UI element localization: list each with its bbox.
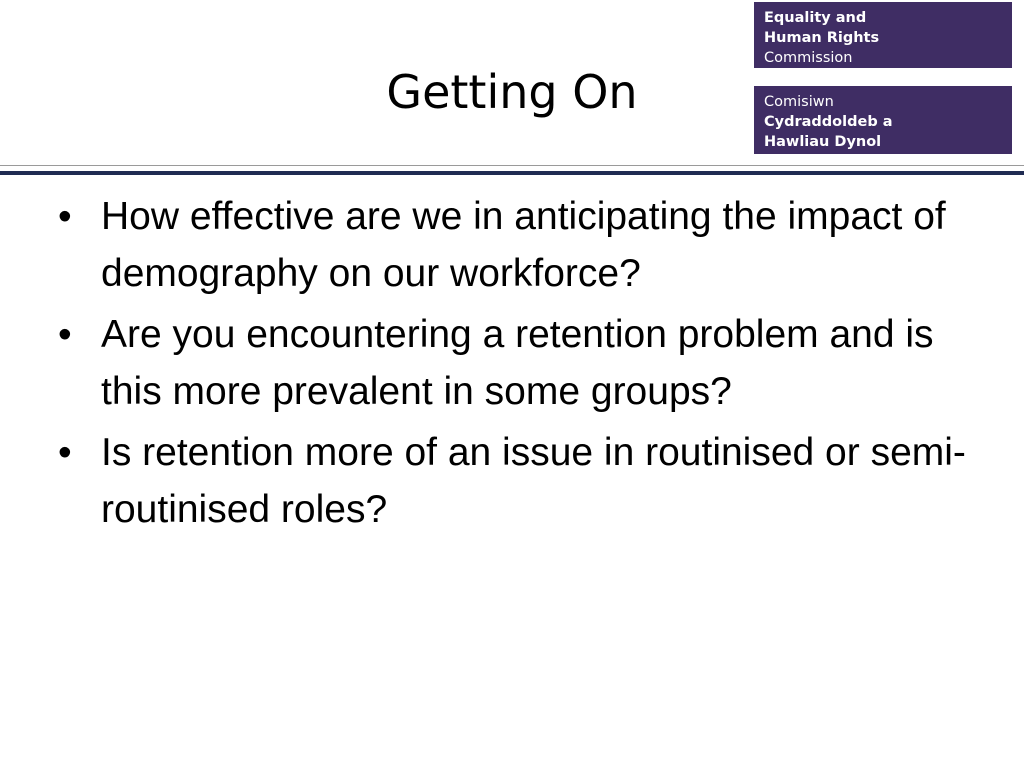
bullet-list: [56, 188, 976, 542]
slide-title: Getting On: [386, 65, 638, 119]
logo-welsh-line-3: Hawliau Dynol: [764, 134, 882, 150]
logo-welsh-line-2: Cydraddoldeb a: [764, 114, 893, 130]
logo-english-line-2: Human Rights: [764, 30, 880, 46]
bullet-item: [56, 424, 976, 538]
bullet-icon: •: [58, 313, 72, 356]
ehrc-logo-english: [754, 2, 1012, 68]
logo-english-line-3: Commission: [764, 50, 853, 66]
bullet-item: [56, 306, 976, 420]
bullet-icon: •: [58, 431, 72, 474]
bullet-text: Are you encountering a retention problem and is this more prevalent in some groups?: [101, 313, 934, 413]
bullet-icon: •: [58, 195, 72, 238]
logo-welsh-line-1: Comisiwn: [764, 94, 834, 110]
header-divider-thin: [0, 165, 1024, 166]
header-divider-thick: [0, 171, 1024, 175]
logo-english-line-1: Equality and: [764, 10, 867, 26]
bullet-item: [56, 188, 976, 302]
bullet-text: How effective are we in anticipating the impact of demography on our workforce?: [101, 195, 946, 295]
bullet-text: Is retention more of an issue in routinised or semi-routinised roles?: [101, 431, 966, 531]
